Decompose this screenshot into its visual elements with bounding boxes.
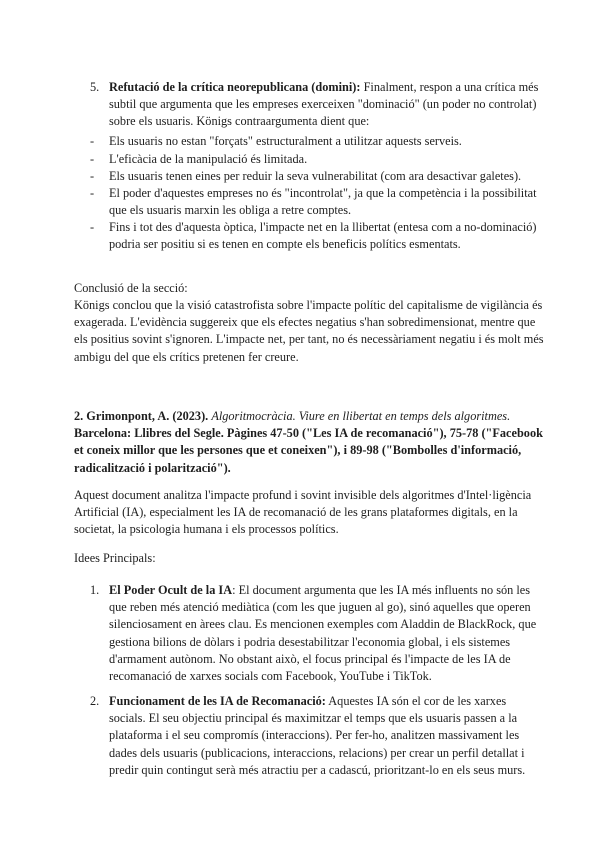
bullet-item: Els usuaris tenen eines per reduir la seva vulnerabilitat (com ara desactivar galetes). — [109, 169, 522, 183]
intro-paragraph: Aquest document analitza l'impacte profund i sovint invisible dels algoritmes d'Intel·ligència Artificial (IA), especialment les IA de recomanació de les grans plataformes digitals, en la societat, la psicologia humana i els processos polítics. — [74, 488, 532, 537]
critique-paragraph — [109, 79, 541, 131]
list-number: 2. — [90, 694, 100, 708]
bullet-item: Els usuaris no estan "forçats" estructuralment a utilitzar aquests serveis. — [109, 134, 462, 148]
reference-work-title: Algoritmocràcia. Viure en llibertat en temps dels algoritmes. — [211, 409, 511, 423]
critique-title: Refutació de la crítica neorepublicana (domini): — [109, 80, 361, 94]
reference-author: 2. Grimonpont, A. (2023). — [74, 409, 209, 423]
ideas-heading: Idees Principals: — [74, 551, 156, 565]
bullet-dash: - — [90, 169, 95, 183]
idea-text: Aquestes IA són el cor de les xarxes socials. El seu objectiu principal és maximitzar el temps que els usuaris passen a la plataforma i el seu compromís (interaccions). Per fer-ho, analitzen massivament les dades dels usuaris (publicacions, interaccions, relacions) per crear un perfil detallat i predir quin contingut serà més atractiu per a cadascú, prioritzant-lo en els seus murs. — [109, 694, 526, 777]
bullet-dash: - — [90, 152, 95, 166]
reference-details: Barcelona: Llibres del Segle. Pàgines 47-50 ("Les IA de recomanació"), 75-78 ("Facebook et coneix millor que les persones que et coneixen"), i 89-98 ("Bombolles d'informació, radicalització i polarització"). — [74, 426, 543, 475]
list-number: 1. — [90, 583, 100, 597]
bullet-dash: - — [90, 220, 95, 234]
idea-paragraph — [109, 693, 541, 779]
bullet-item: El poder d'aquestes empreses no és "incontrolat", ja que la competència i la possibilitat que els usuaris marxin les obliga a retre comptes. — [109, 186, 537, 218]
bullet-item: L'eficàcia de la manipulació és limitada. — [109, 152, 308, 166]
reference-entry — [74, 408, 544, 477]
bullet-item: Fins i tot des d'aquesta òptica, l'impacte net en la llibertat (entesa com a no-dominació) podria ser positiu si es tenen en compte els beneficis polítics esmentats. — [109, 220, 537, 252]
idea-title: El Poder Ocult de la IA — [109, 583, 233, 597]
idea-text: : El document argumenta que les IA més influents no són les que reben més atenció mediàtica (com les que juguen al go), sinó aquelles que operen silenciosament en àrees clau. Es mencionen exemples com Aladdin de BlackRock, que gestiona bilions de dòlars i podria desestabilitzar l'economia global, i els sistemes d'armament autònom. No obstant això, el focus principal és l'impacte de les IA de recomanació de xarxes socials com Facebook, YouTube i TikTok. — [109, 583, 537, 684]
idea-paragraph — [109, 582, 541, 685]
conclusion-heading: Conclusió de la secció: — [74, 281, 188, 295]
idea-title: Funcionament de les IA de Recomanació: — [109, 694, 326, 708]
bullet-dash: - — [90, 186, 95, 200]
bullet-dash: - — [90, 134, 95, 148]
list-number: 5. — [90, 80, 100, 94]
conclusion-text: Königs conclou que la visió catastrofista sobre l'impacte polític del capitalisme de vigilància és exagerada. L'evidència suggereix que els efectes negatius s'han sobredimensionat, mentre que els positius sovint s'ignoren. L'impacte net, per tant, no és necessàriament negatiu i és molt més ambigu del que els crítics pretenen fer creure. — [74, 298, 544, 364]
critique-text: Finalment, respon a una crítica més subtil que argumenta que les empreses exerceixen "dominació" (un poder no controlat) sobre els usuaris. Königs contraargumenta dient que: — [109, 80, 539, 129]
